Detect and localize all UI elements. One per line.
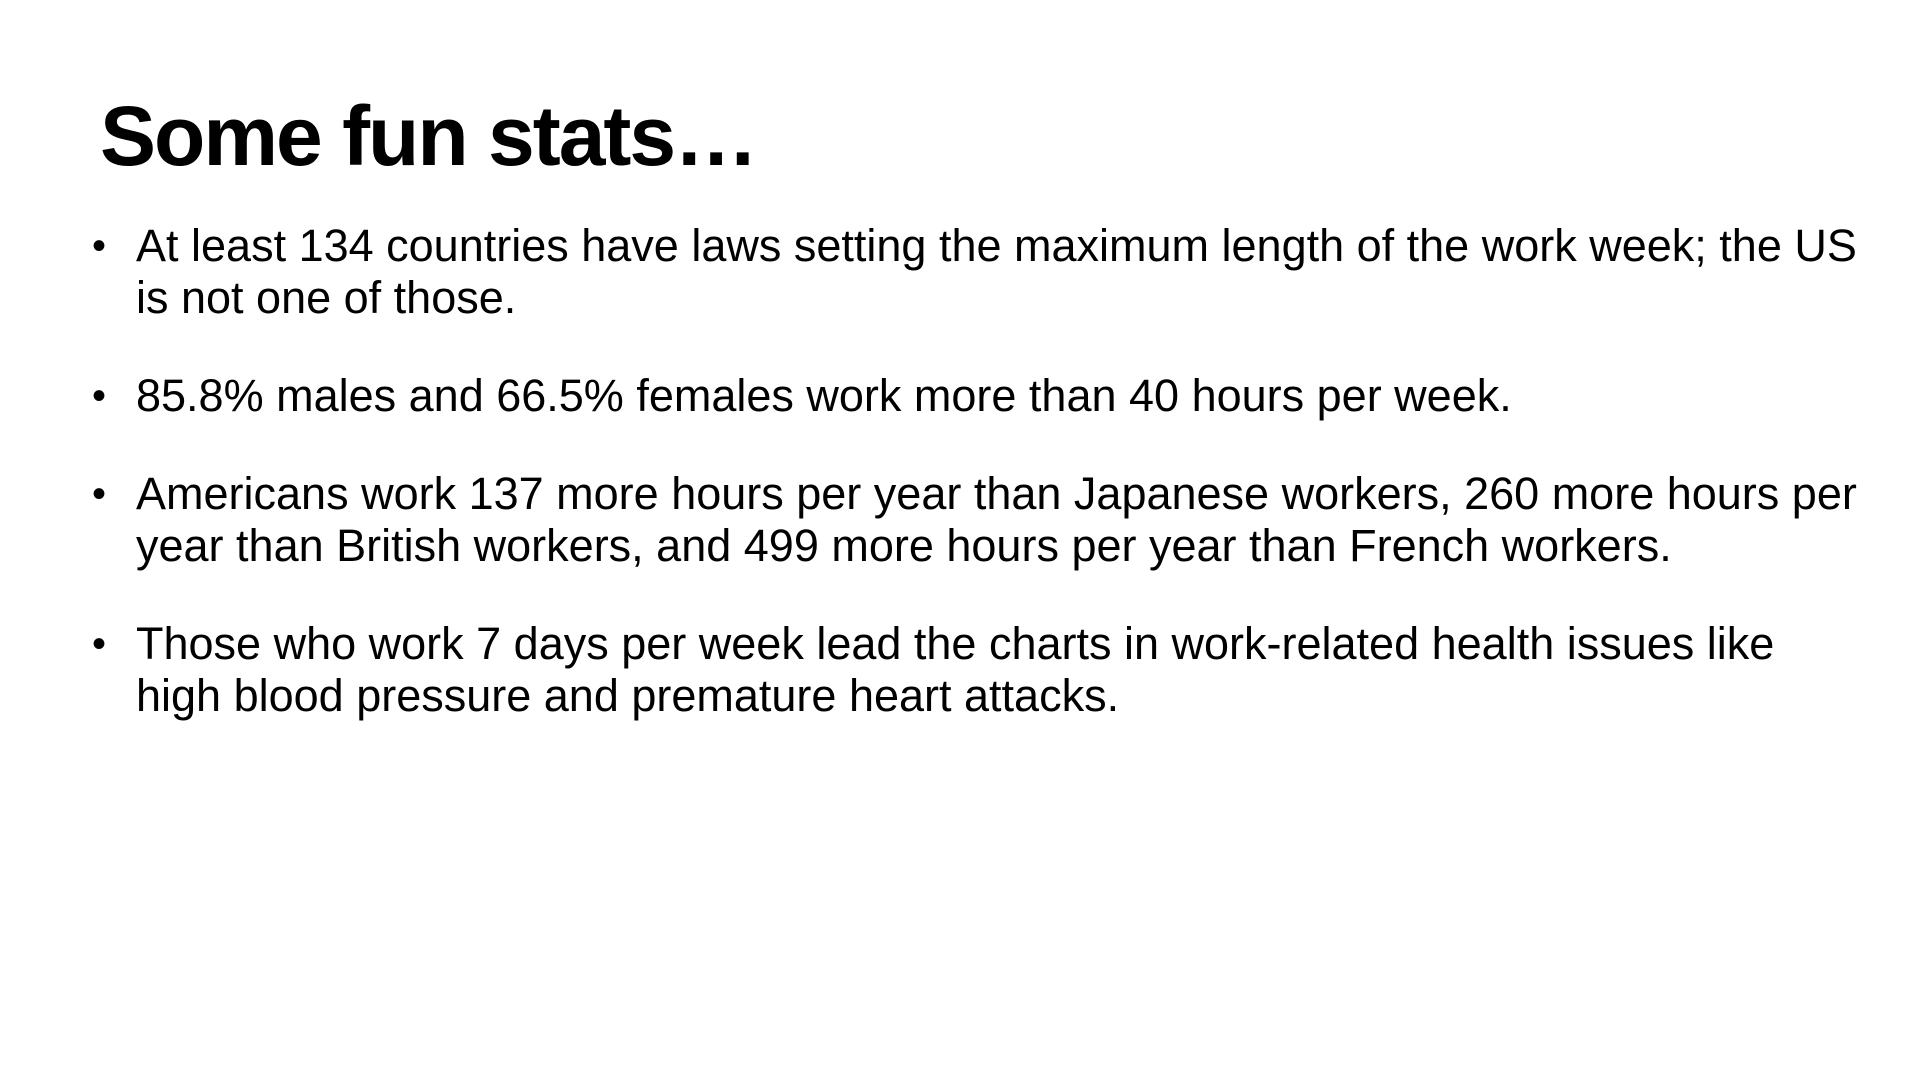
bullet-item [88,618,1868,722]
bullet-item [88,370,1868,422]
slide-title: Some fun stats… [100,89,757,183]
bullet-dot-icon: • [92,472,107,516]
bullet-dot-icon: • [92,224,107,268]
bullet-dot-icon: • [92,374,107,418]
bullet-dot-icon: • [92,622,107,666]
bullet-item [88,220,1868,324]
bullet-list [88,220,1868,768]
bullet-text: Those who work 7 days per week lead the charts in work-related health issues like high blood pressure and premature heart attacks. [136,618,1775,721]
bullet-text: Americans work 137 more hours per year than Japanese workers, 260 more hours per year than British workers, and 499 more hours per year than French workers. [136,468,1857,571]
bullet-text: 85.8% males and 66.5% females work more than 40 hours per week. [136,370,1512,421]
bullet-item [88,468,1868,572]
bullet-text: At least 134 countries have laws setting the maximum length of the work week; the US is not one of those. [136,220,1857,323]
